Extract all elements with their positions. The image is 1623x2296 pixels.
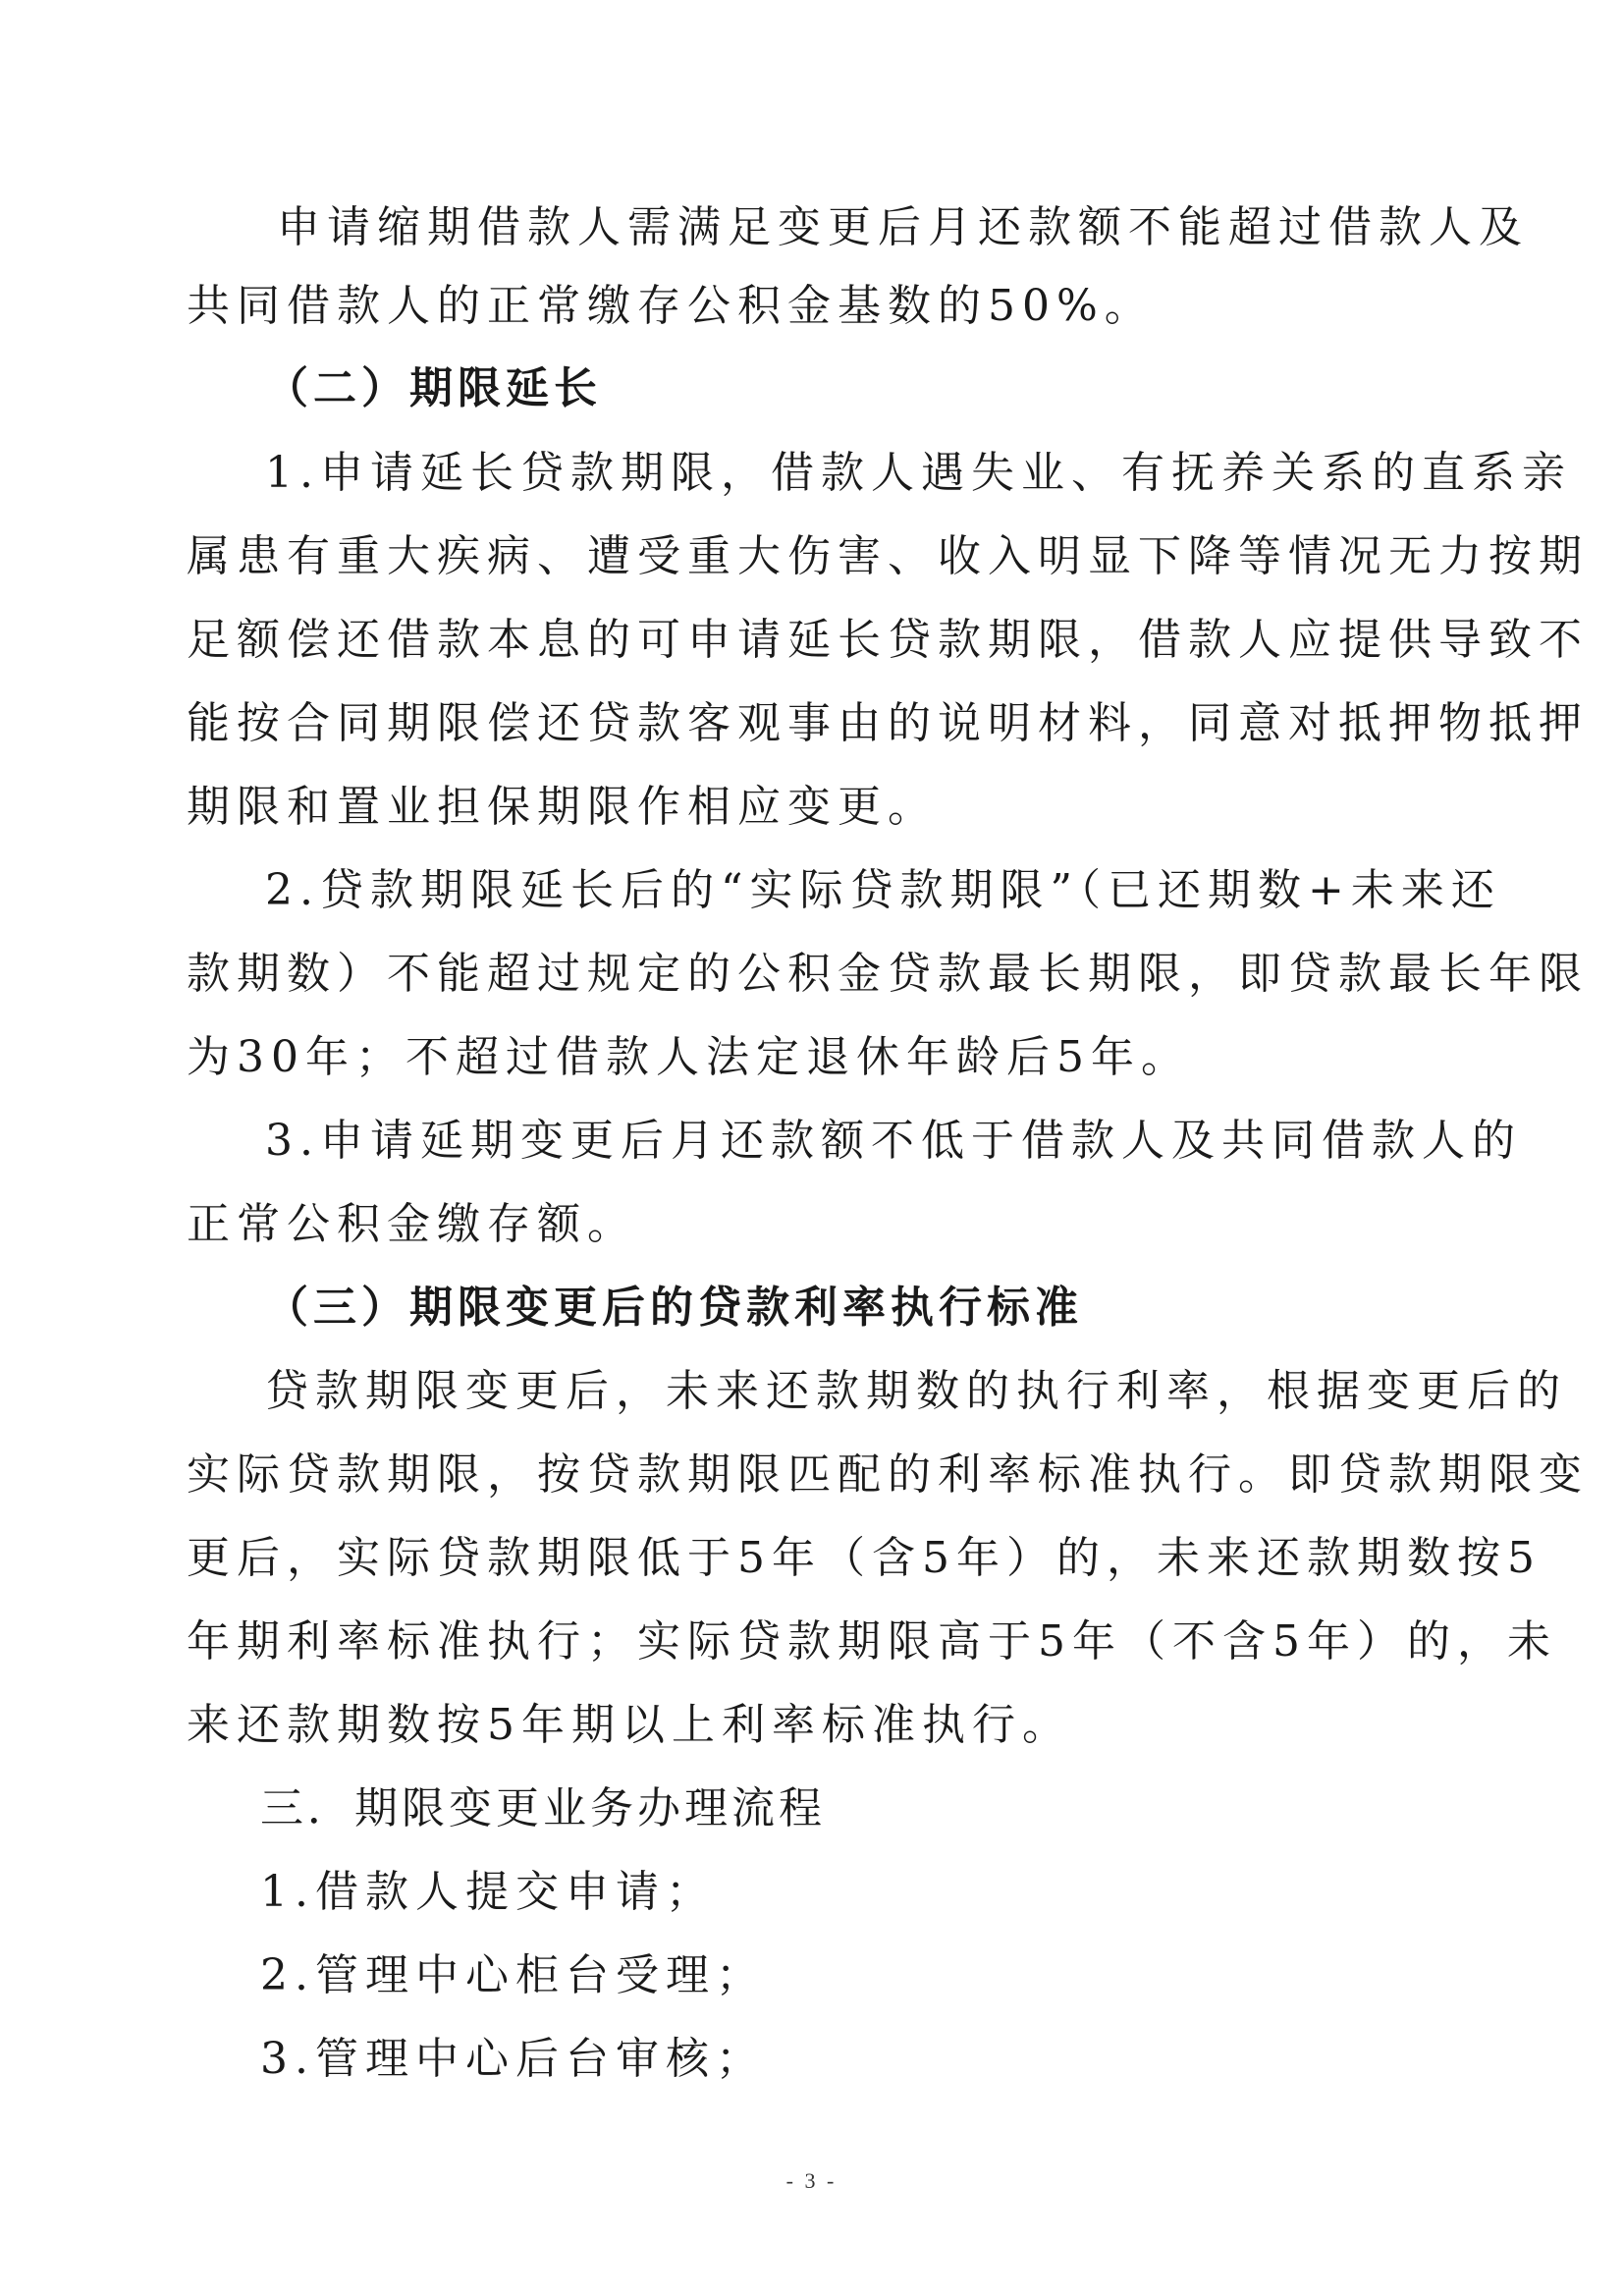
body-line: 贷款期限变更后，未来还款期数的执行利率，根据变更后的	[265, 1366, 1567, 1416]
body-line: 年期利率标准执行；实际贷款期限高于5年（不含5年）的，未	[187, 1616, 1557, 1667]
body-line: 款期数）不能超过规定的公积金贷款最长期限，即贷款最长年限	[187, 949, 1589, 999]
subsection-heading: （二）期限延长	[265, 363, 602, 413]
body-line: 来还款期数按5年期以上利率标准执行。	[187, 1700, 1072, 1750]
body-line: 3.申请延期变更后月还款额不低于借款人及共同借款人的	[265, 1116, 1522, 1166]
body-line: 实际贷款期限，按贷款期限匹配的利率标准执行。即贷款期限变	[187, 1449, 1589, 1500]
body-line: 正常公积金缴存额。	[187, 1199, 637, 1249]
section-heading: 三．期限变更业务办理流程	[260, 1783, 826, 1833]
page-number: - 3 -	[785, 2168, 838, 2193]
list-item: 3.管理中心后台审核；	[260, 2034, 766, 2084]
list-item: 2.管理中心柜台受理；	[260, 1950, 766, 2000]
body-line: 为30年；不超过借款人法定退休年龄后5年。	[187, 1032, 1191, 1082]
subsection-heading: （三）期限变更后的贷款利率执行标准	[265, 1283, 1083, 1333]
body-line: 更后，实际贷款期限低于5年（含5年）的，未来还款期数按5	[187, 1533, 1542, 1583]
body-line: 申请缩期借款人需满足变更后月还款额不能超过借款人及	[277, 202, 1529, 252]
body-line: 能按合同期限偿还贷款客观事由的说明材料，同意对抵押物抵押	[187, 698, 1589, 748]
body-line: 2.贷款期限延长后的“实际贷款期限”（已还期数+未来还	[265, 865, 1501, 915]
body-line: 期限和置业担保期限作相应变更。	[187, 782, 938, 832]
list-item: 1.借款人提交申请；	[260, 1867, 716, 1917]
body-line: 属患有重大疾病、遭受重大伤害、收入明显下降等情况无力按期	[187, 531, 1589, 581]
body-line: 1.申请延长贷款期限，借款人遇失业、有抚养关系的直系亲	[265, 448, 1572, 498]
body-line: 足额偿还借款本息的可申请延长贷款期限，借款人应提供导致不	[187, 615, 1589, 665]
body-line: 共同借款人的正常缴存公积金基数的50%。	[187, 281, 1155, 331]
